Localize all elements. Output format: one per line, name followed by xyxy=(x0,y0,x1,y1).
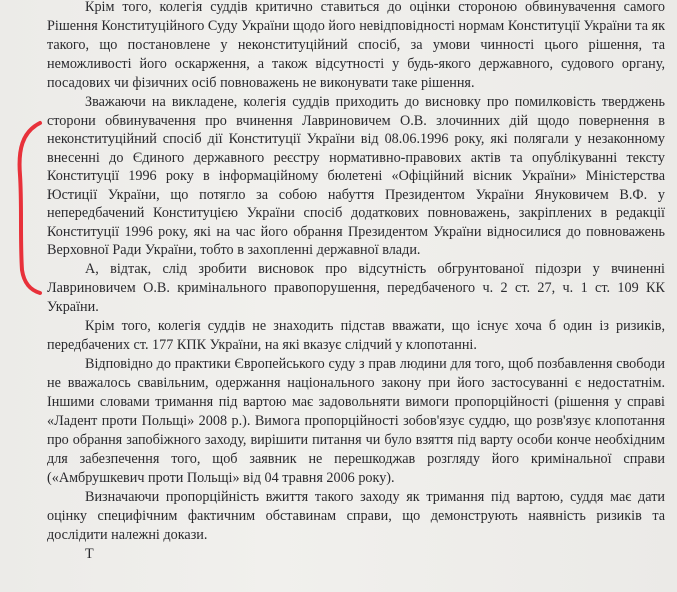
paragraph-3: А, відтак, слід зробити висновок про відсутність обгрунтованої підозри у вчиненні Лавриновичем О.В. кримінального правопорушення, передбаченого ч. 2 ст. 27, ч. 1 ст. 109 КК України. xyxy=(47,260,665,315)
red-bracket-stroke xyxy=(20,123,40,293)
paragraph-6: Визначаючи пропорційність вжиття такого заходу як тримання під вартою, суддя має дати оцінку специфічним фактичним обставинам справи, що демонструють наявність ризиків та дослідити належні докази. xyxy=(47,488,665,543)
paragraph-4: Крім того, колегія суддів не знаходить підстав вважати, що існує хоча б один із ризиків, передбачених ст. 177 КПК України, на які вказує слідчий у клопотанні. xyxy=(47,317,665,353)
paragraph-2: Зважаючи на викладене, колегія суддів приходить до висновку про помилковість тверджень сторони обвинувачення про вчинення Лавриновичем О.В. злочинних дій щодо повернення в неконституційний спосіб дії Конституції України від 08.06.1996 року, які полягали у незаконному внесенні до Єдиного державного реєстру нормативно-правових актів та опублікуванні тексту Конституції 1996 року в інформаційному бюлетені «Офіційний вісник України» Міністерства Юстиції України, що потягло за собою набуття Президентом України Януковичем В.Ф. у непередбачений Конституцією України спосіб додаткових повноважень, закріплених в редакції Конституції 1996 року, які на час його обрання Президентом України відносилися до повноважень Верховної Ради України, тобто в захопленні державної влади. xyxy=(47,94,665,258)
document-body xyxy=(47,0,665,564)
paragraph-7-fragment: Т xyxy=(85,545,94,562)
paragraph-5: Відповідно до практики Європейського суду з прав людини для того, щоб позбавлення свободи не вважалось свавільним, одержання національного закону при його застосуванні є недостатнім. Іншими словами тримання під вартою має задовольняти вимоги пропорційності (рішення у справі «Ладент проти Польщі» 2008 р.). Вимога пропорційності зобов'язує суддю, що розв'язує клопотання про обрання запобіжного заходу, вирішити питання чи було взяття під варту особи конче необхідним для забезпечення того, щоб заявник не перешкоджав розгляду його кримінальної справи («Амбрушкевич проти Польщі» від 04 травня 2006 року). xyxy=(47,355,665,486)
paragraph-1: Крім того, колегія суддів критично ставиться до оцінки стороною обвинувачення самого Рішення Конституційного Суду України щодо його невідповідності нормам Конституції України та як такого, що постановлене у неконституційний спосіб, за умови чинності цього рішення, та неможливості його оскарження, а також відсутності у будь-якого державного, судового органу, посадових чи фізичних осіб повноважень не виконувати таке рішення. xyxy=(47,0,665,91)
